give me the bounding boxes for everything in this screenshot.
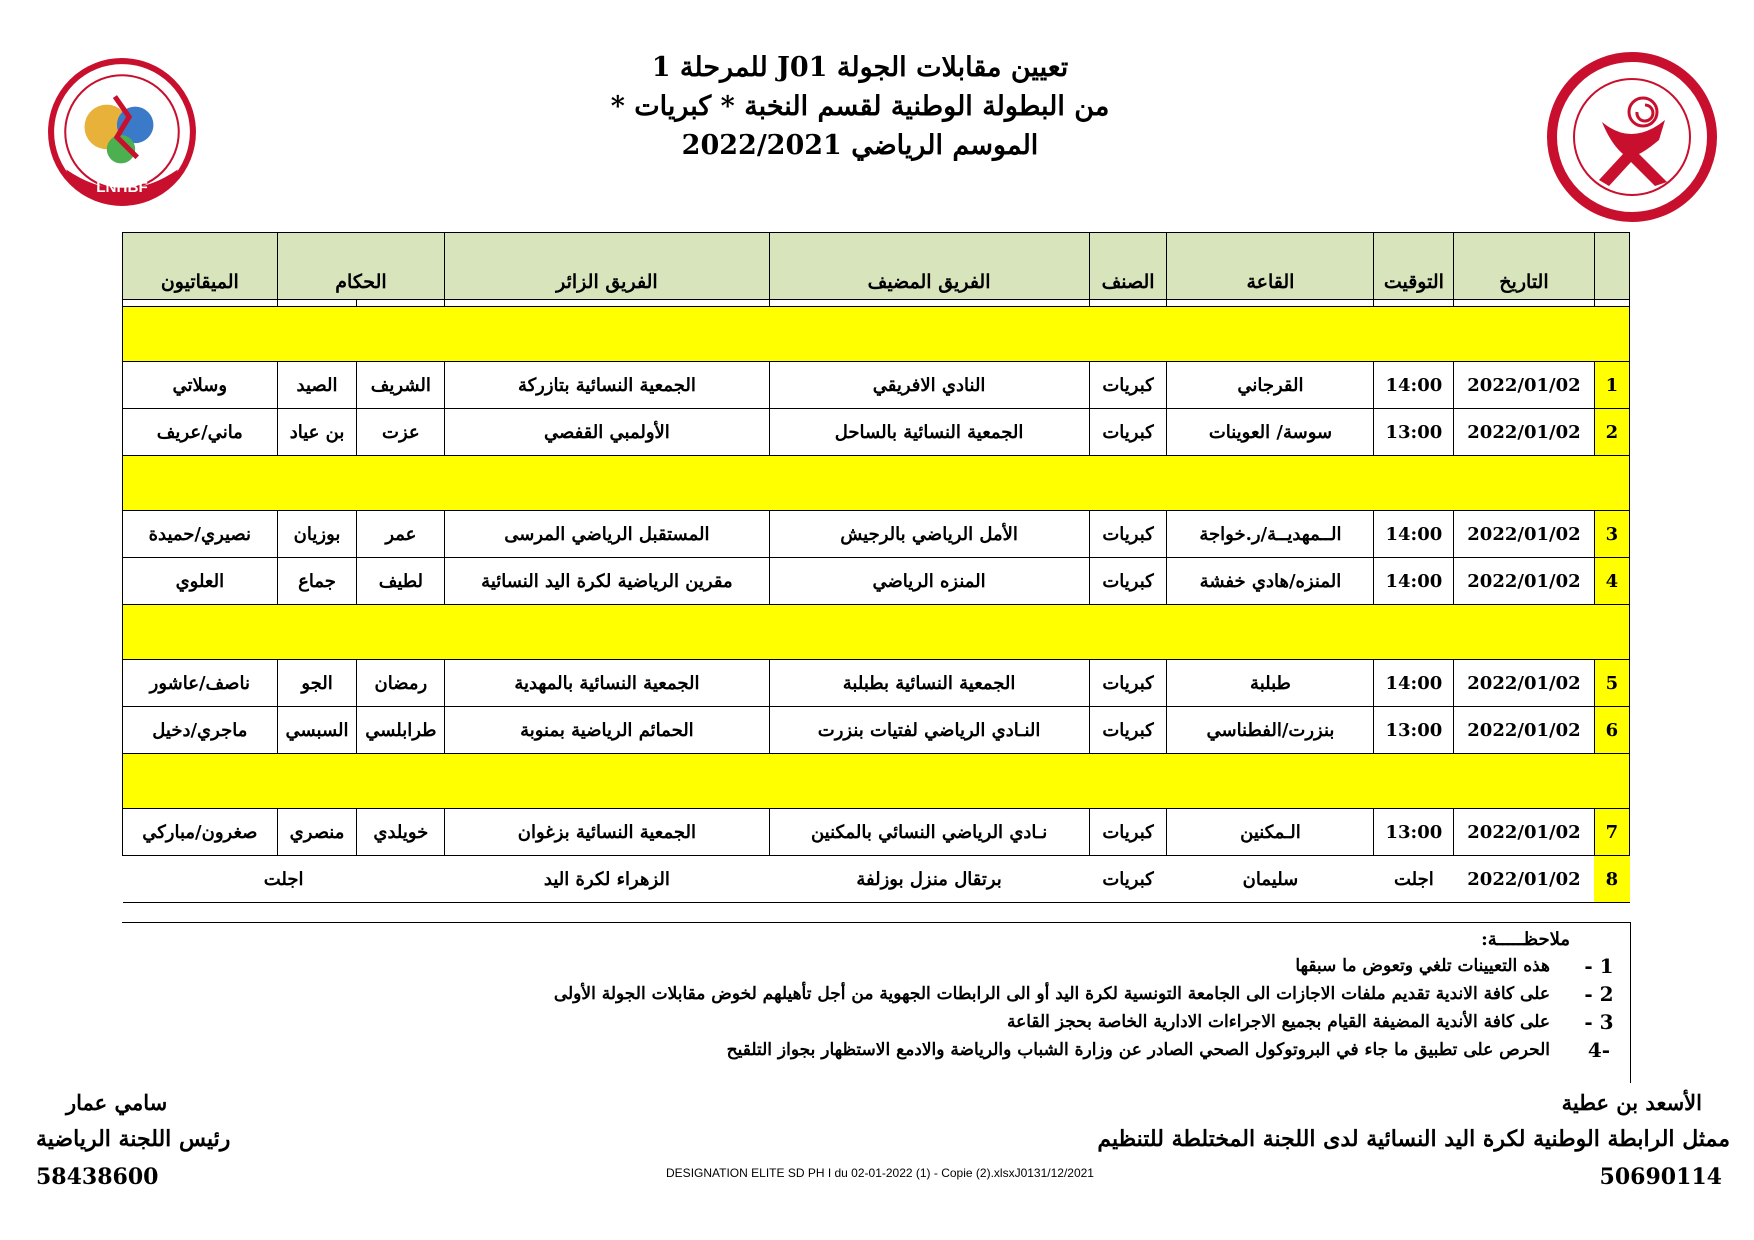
title-line-1: تعيين مقابلات الجولة J01 للمرحلة 1 — [651, 52, 1069, 83]
note-text: على كافة الأندية المضيفة القيام بجميع الاجراءات الادارية الخاصة بحجز القاعة — [1006, 1012, 1550, 1032]
referee-2: الصيد — [277, 362, 357, 409]
table-header-row — [123, 233, 1630, 300]
match-time: 14:00 — [1374, 660, 1454, 707]
home-team: الأمل الرياضي بالرجيش — [769, 511, 1089, 558]
away-team: الحمائم الرياضية بمنوبة — [445, 707, 769, 754]
match-time: 13:00 — [1374, 707, 1454, 754]
away-team: الجمعية النسائية بزغوان — [445, 809, 769, 856]
left-signatory-phone: 58438600 — [36, 1164, 159, 1190]
separator-row — [123, 605, 1630, 660]
table-row — [123, 409, 1630, 456]
separator-row — [123, 307, 1630, 362]
match-date: 2022/01/02 — [1454, 362, 1594, 409]
document-title — [450, 48, 1270, 165]
fthb-logo — [1547, 52, 1717, 222]
note-number: 3 - — [1584, 1010, 1614, 1034]
home-team: النادي الافريقي — [769, 362, 1089, 409]
row-number: 3 — [1594, 511, 1629, 558]
home-team: الجمعية النسائية بطبلبة — [769, 660, 1089, 707]
referee-2: السبسي — [277, 707, 357, 754]
match-venue: سليمان — [1167, 856, 1374, 903]
row-number: 7 — [1594, 809, 1629, 856]
referee-1: عزت — [357, 409, 445, 456]
match-venue: الـمكنين — [1167, 809, 1374, 856]
note-text: هذه التعيينات تلغي وتعوض ما سبقها — [1295, 956, 1550, 976]
timekeepers: نصيري/حميدة — [123, 511, 278, 558]
referee-2: بن عياد — [277, 409, 357, 456]
left-signatory-name: سامي عمار — [66, 1090, 168, 1115]
row-number: 4 — [1594, 558, 1629, 605]
col-category: الصنف — [1089, 233, 1167, 300]
match-venue: القرجاني — [1167, 362, 1374, 409]
match-category: كبريات — [1089, 362, 1167, 409]
referee-2: جماع — [277, 558, 357, 605]
col-home: الفريق المضيف — [769, 233, 1089, 300]
match-date: 2022/01/02 — [1454, 660, 1594, 707]
match-venue: المنزه/هادي خفشة — [1167, 558, 1374, 605]
table-row — [123, 362, 1630, 409]
referee-2: منصري — [277, 809, 357, 856]
col-away: الفريق الزائر — [445, 233, 769, 300]
match-time: 14:00 — [1374, 511, 1454, 558]
lnhbf-logo — [46, 56, 198, 208]
referee-1: طرابلسي — [357, 707, 445, 754]
table-row — [123, 707, 1630, 754]
match-category: كبريات — [1089, 856, 1167, 903]
home-team: النـادي الرياضي لفتيات بنزرت — [769, 707, 1089, 754]
note-item — [122, 1010, 1630, 1034]
match-venue: بنزرت/الفطناسي — [1167, 707, 1374, 754]
lnhbf-logo-text: LNHBF — [96, 178, 148, 196]
home-team: نـادي الرياضي النسائي بالمكنين — [769, 809, 1089, 856]
home-team: المنزه الرياضي — [769, 558, 1089, 605]
note-item — [122, 982, 1630, 1006]
note-item — [122, 954, 1630, 978]
right-signatory-phone: 50690114 — [1599, 1164, 1722, 1190]
timekeepers: العلوي — [123, 558, 278, 605]
col-time: التوقيت — [1374, 233, 1454, 300]
notes-title: ملاحظـــــة: — [1481, 929, 1570, 950]
row-number: 5 — [1594, 660, 1629, 707]
away-team: الأولمبي القفصي — [445, 409, 769, 456]
separator-row — [123, 456, 1630, 511]
home-team: الجمعية النسائية بالساحل — [769, 409, 1089, 456]
timekeepers: ماني/عريف — [123, 409, 278, 456]
timekeepers: ماجري/دخيل — [123, 707, 278, 754]
officials-postponed: اجلت — [123, 856, 445, 903]
away-team: الجمعية النسائية بالمهدية — [445, 660, 769, 707]
match-time: 14:00 — [1374, 362, 1454, 409]
table-row — [123, 558, 1630, 605]
home-team: برتقال منزل بوزلفة — [769, 856, 1089, 903]
col-venue: القاعة — [1167, 233, 1374, 300]
away-team: مقرين الرياضية لكرة اليد النسائية — [445, 558, 769, 605]
match-time: 14:00 — [1374, 558, 1454, 605]
note-number: 2 - — [1584, 982, 1614, 1006]
table-row — [123, 809, 1630, 856]
match-time: اجلت — [1374, 856, 1454, 903]
referee-1: عمر — [357, 511, 445, 558]
note-number: -4 — [1587, 1038, 1611, 1062]
note-text: الحرص على تطبيق ما جاء في البروتوكول الصحي الصادر عن وزارة الشباب والرياضة والادمع الاستظهار بجواز التلقيح — [726, 1040, 1550, 1060]
row-number: 1 — [1594, 362, 1629, 409]
schedule-table — [122, 232, 1630, 903]
match-venue: سوسة/ العوينات — [1167, 409, 1374, 456]
spacer-row — [123, 300, 1630, 307]
footer-filename: DESIGNATION ELITE SD PH I du 02-01-2022 (1) - Copie (2).xlsxJ0131/12/2021 — [666, 1166, 1094, 1180]
referee-1: خويلدي — [357, 809, 445, 856]
match-date: 2022/01/02 — [1454, 511, 1594, 558]
match-category: كبريات — [1089, 707, 1167, 754]
match-time: 13:00 — [1374, 809, 1454, 856]
match-time: 13:00 — [1374, 409, 1454, 456]
match-date: 2022/01/02 — [1454, 809, 1594, 856]
match-category: كبريات — [1089, 409, 1167, 456]
match-category: كبريات — [1089, 511, 1167, 558]
away-team: الجمعية النسائية بتازركة — [445, 362, 769, 409]
match-category: كبريات — [1089, 558, 1167, 605]
referee-1: رمضان — [357, 660, 445, 707]
row-number: 8 — [1594, 856, 1629, 903]
timekeepers: ناصف/عاشور — [123, 660, 278, 707]
note-text: على كافة الاندية تقديم ملفات الاجازات الى الجامعة التونسية لكرة اليد أو الى الرابطات الجهوية من أجل تأهيلهم لخوض مقابلات الجولة الأولى — [553, 984, 1550, 1004]
row-number: 6 — [1594, 707, 1629, 754]
col-timekeepers: الميقاتيون — [123, 233, 278, 300]
note-item — [122, 1038, 1630, 1062]
referee-2: الجو — [277, 660, 357, 707]
referee-1: الشريف — [357, 362, 445, 409]
match-date: 2022/01/02 — [1454, 558, 1594, 605]
col-referees: الحكام — [277, 233, 445, 300]
away-team: الزهراء لكرة اليد — [445, 856, 769, 903]
title-line-3: الموسم الرياضي 2022/2021 — [681, 130, 1039, 161]
separator-row — [123, 754, 1630, 809]
match-venue: الــمهديــة/ر.خواجة — [1167, 511, 1374, 558]
table-row — [123, 511, 1630, 558]
right-signatory-role: ممثل الرابطة الوطنية لكرة اليد النسائية لدى اللجنة المختلطة للتنظيم — [1097, 1126, 1730, 1152]
match-venue: طبلبة — [1167, 660, 1374, 707]
col-date: التاريخ — [1454, 233, 1594, 300]
title-line-2: من البطولة الوطنية لقسم النخبة * كبريات * — [610, 91, 1110, 122]
table-row — [123, 856, 1630, 903]
match-date: 2022/01/02 — [1454, 707, 1594, 754]
timekeepers: وسلاتي — [123, 362, 278, 409]
match-category: كبريات — [1089, 809, 1167, 856]
away-team: المستقبل الرياضي المرسى — [445, 511, 769, 558]
match-date: 2022/01/02 — [1454, 856, 1594, 903]
col-num — [1594, 233, 1629, 300]
match-date: 2022/01/02 — [1454, 409, 1594, 456]
referee-1: لطيف — [357, 558, 445, 605]
referee-2: بوزيان — [277, 511, 357, 558]
table-row — [123, 660, 1630, 707]
row-number: 2 — [1594, 409, 1629, 456]
notes-section — [122, 922, 1631, 1083]
timekeepers: صغرون/مباركي — [123, 809, 278, 856]
right-signatory-name: الأسعد بن عطية — [1561, 1090, 1702, 1115]
note-number: 1 - — [1584, 954, 1614, 978]
left-signatory-role: رئيس اللجنة الرياضية — [36, 1126, 231, 1152]
match-category: كبريات — [1089, 660, 1167, 707]
